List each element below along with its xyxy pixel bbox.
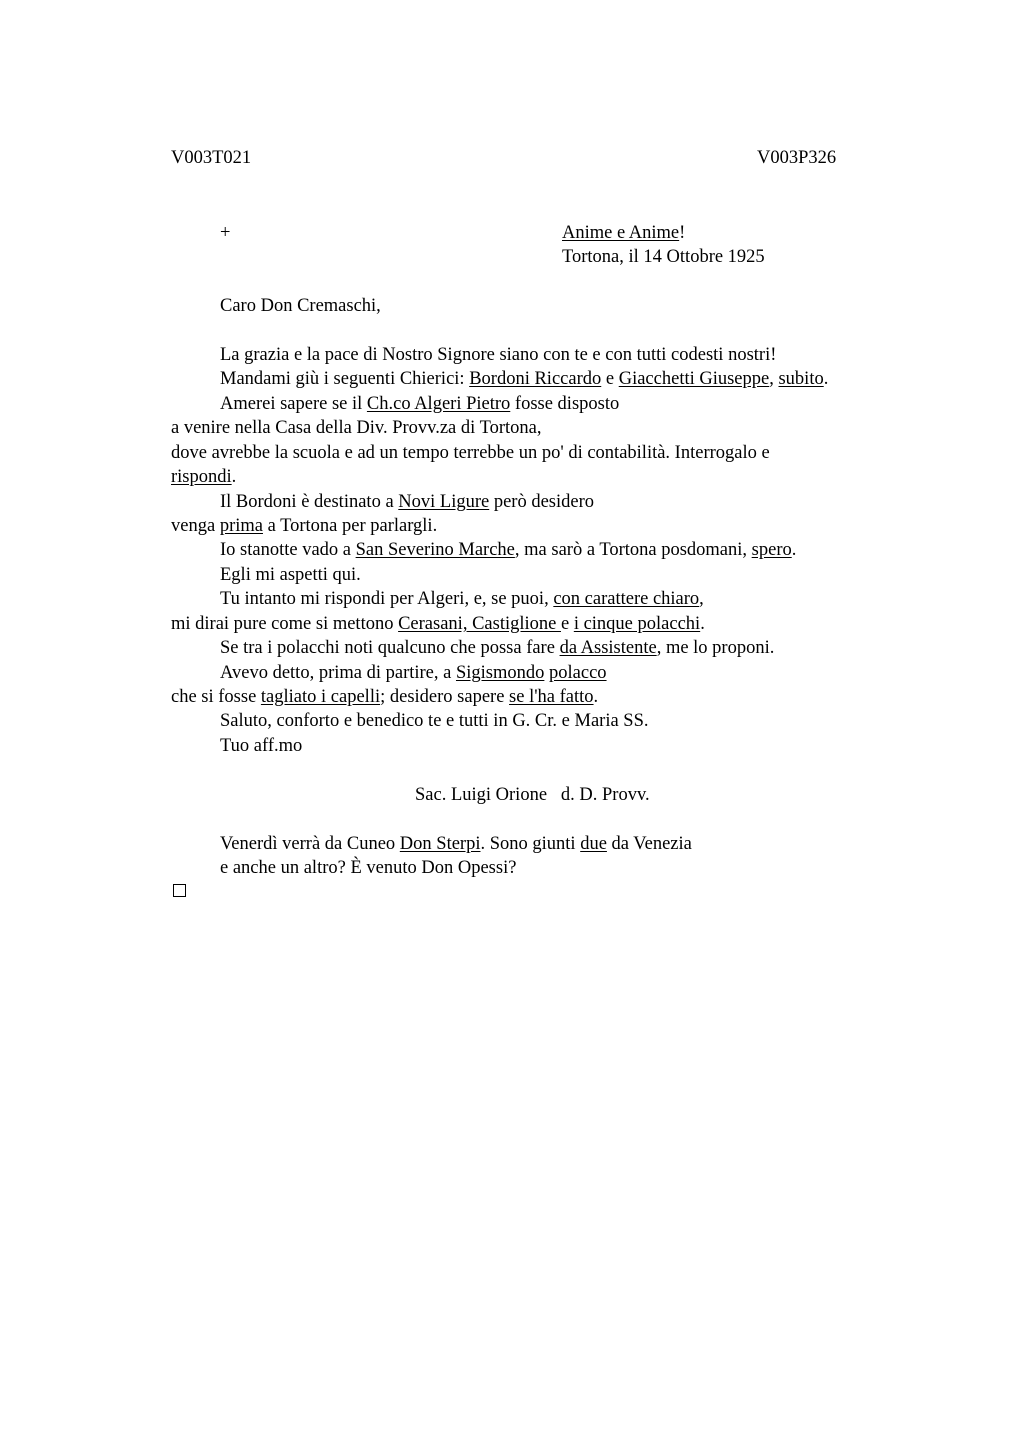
letter-line-8	[171, 514, 437, 538]
letter-line-14	[220, 661, 607, 685]
word-subito: subito	[778, 369, 824, 389]
text: mi dirai pure come si mettono	[171, 614, 399, 634]
name-don-sterpi: Don Sterpi	[399, 834, 481, 854]
salutation: Caro Don Cremaschi,	[220, 296, 381, 316]
word-prima: prima	[219, 516, 263, 536]
text: Mandami giù i seguenti Chierici:	[220, 369, 470, 389]
text: .	[593, 687, 599, 707]
text: .	[791, 540, 797, 560]
document-code-right: V003P326	[757, 148, 837, 168]
text: e	[601, 369, 619, 389]
text: a Tortona per parlargli.	[262, 516, 438, 536]
word-due: due	[580, 834, 607, 854]
motto	[562, 221, 685, 245]
text: Tu intanto mi rispondi per Algeri, e, se puoi,	[220, 589, 554, 609]
word-polacco: polacco	[549, 663, 607, 683]
postscript-line-1	[220, 832, 692, 856]
letter-line-12	[171, 612, 705, 636]
letter-line-5: dove avrebbe la scuola e ad un tempo terrebbe un po' di contabilità. Interrogalo e	[171, 443, 770, 463]
text: Io stanotte vado a	[220, 540, 356, 560]
text: fosse disposto	[510, 394, 620, 414]
place-san-severino: San Severino Marche	[355, 540, 515, 560]
letter-line-3	[220, 392, 619, 416]
phrase-cinque-polacchi: i cinque polacchi	[573, 614, 701, 634]
phrase-carattere-chiaro: con carattere chiaro	[553, 589, 700, 609]
text: da Venezia	[606, 834, 692, 854]
place-novi-ligure: Novi Ligure	[398, 492, 490, 512]
motto-exclamation: !	[679, 223, 686, 243]
text: venga	[171, 516, 220, 536]
letter-line-9	[220, 538, 796, 562]
letter-line-7	[220, 490, 594, 514]
document-code-left: V003T021	[171, 148, 252, 168]
text: . Sono giunti	[480, 834, 581, 854]
letter-line-11	[220, 587, 704, 611]
name-giacchetti: Giacchetti Giuseppe	[618, 369, 770, 389]
letter-line-6	[171, 465, 236, 489]
text: Se tra i polacchi noti qualcuno che possa fare	[220, 638, 560, 658]
text: che si fosse	[171, 687, 261, 707]
text: ,	[699, 589, 704, 609]
letter-line-10: Egli mi aspetti qui.	[220, 565, 361, 585]
text: .	[823, 369, 829, 389]
text: ,	[769, 369, 779, 389]
name-algeri: Ch.co Algeri Pietro	[366, 394, 511, 414]
phrase-da-assistente: da Assistente	[559, 638, 657, 658]
text: .	[700, 614, 705, 634]
phrase-tagliato-capelli: tagliato i capelli	[260, 687, 381, 707]
text: ; desidero sapere	[380, 687, 510, 707]
letter-line-1: La grazia e la pace di Nostro Signore siano con te e con tutti codesti nostri!	[220, 345, 777, 365]
letter-line-4: a venire nella Casa della Div. Provv.za di Tortona,	[171, 418, 542, 438]
word-spero: spero	[751, 540, 792, 560]
text: però desidero	[489, 492, 595, 512]
postscript-line-2: e anche un altro? È venuto Don Opessi?	[220, 858, 517, 878]
text: .	[231, 467, 237, 487]
dateline: Tortona, il 14 Ottobre 1925	[562, 247, 765, 267]
letter-line-16: Saluto, conforto e benedico te e tutti in G. Cr. e Maria SS.	[220, 711, 649, 731]
letter-line-13	[220, 636, 774, 660]
names-cerasani-castiglione: Cerasani, Castiglione	[398, 614, 561, 634]
signature: Sac. Luigi Orione d. D. Provv.	[415, 785, 650, 805]
text: Il Bordoni è destinato a	[220, 492, 399, 512]
text: , ma sarò a Tortona posdomani,	[514, 540, 752, 560]
end-square-icon	[173, 884, 186, 897]
text: Venerdì verrà da Cuneo	[220, 834, 400, 854]
text: , me lo proponi.	[656, 638, 775, 658]
word-rispondi: rispondi	[171, 467, 232, 487]
letter-line-2	[220, 367, 828, 391]
phrase-se-lha-fatto: se l'ha fatto	[509, 687, 594, 707]
text: e	[560, 614, 574, 634]
name-bordoni: Bordoni Riccardo	[469, 369, 602, 389]
closing: Tuo aff.mo	[220, 736, 303, 756]
text: Avevo detto, prima di partire, a	[220, 663, 456, 683]
letter-line-15	[171, 685, 598, 709]
cross-symbol: +	[220, 223, 231, 243]
name-sigismondo: Sigismondo	[455, 663, 545, 683]
text: Amerei sapere se il	[220, 394, 367, 414]
motto-underlined: Anime e Anime	[562, 223, 680, 243]
